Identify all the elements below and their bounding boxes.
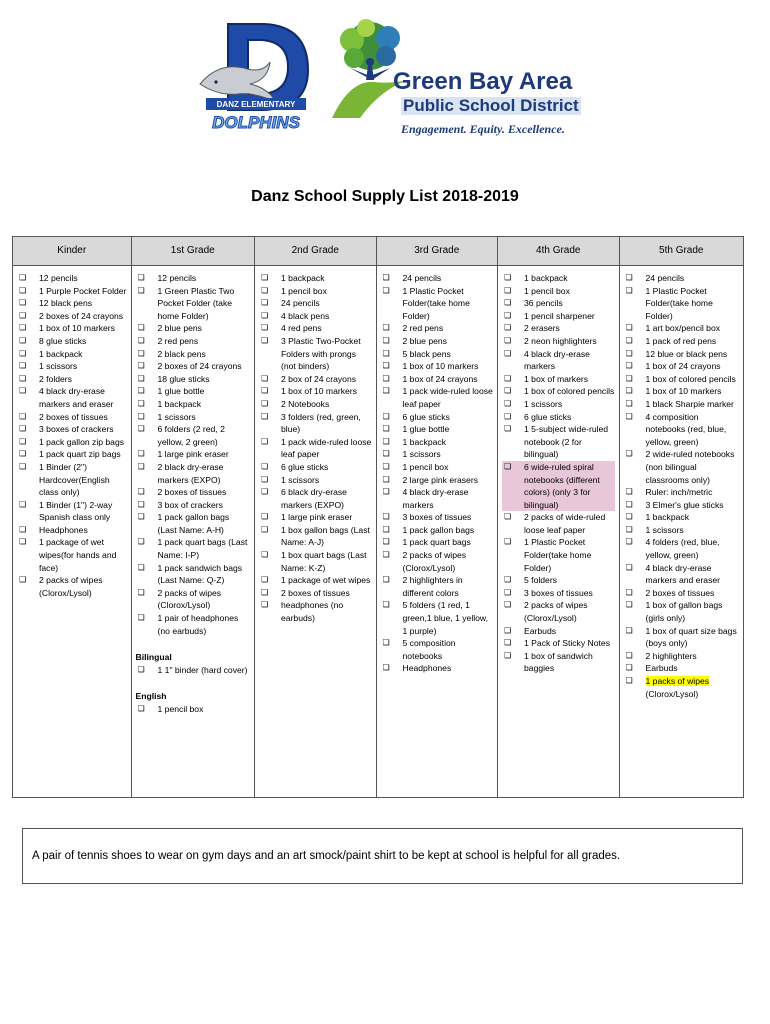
list-item: ❏ 4 folders (red, blue, yellow, green) (624, 536, 739, 561)
list-item: ❏ 4 black dry-erase markers (502, 348, 615, 373)
list-item: ❏ 1 Green Plastic Two Pocket Folder (take home Folder) (136, 285, 251, 323)
list-item: ❏ 1 box of sandwich baggies (502, 650, 615, 675)
list-item: ❏ 2 black pens (136, 348, 251, 361)
list-item: ❏ 2 blue pens (381, 335, 494, 348)
list-item: ❏ 1 box of 10 markers (259, 385, 372, 398)
list-item: ❏ 6 glue sticks (502, 411, 615, 424)
list-item: ❏ 3 folders (red, green, blue) (259, 411, 372, 436)
district-tagline: Engagement. Equity. Excellence. (401, 122, 565, 136)
list-item: ❏ 2 boxes of tissues (259, 587, 372, 600)
list-item: ❏ 1 box of 10 markers (17, 322, 127, 335)
list-item: ❏ 4 black dry-erase markers and eraser (17, 385, 127, 410)
list-item: ❏ 2 packs of wipes (Clorox/Lysol) (381, 549, 494, 574)
list-item: ❏ 2 red pens (381, 322, 494, 335)
list-item: ❏ 2 blue pens (136, 322, 251, 335)
column-kinder (13, 237, 132, 797)
list-item: ❏ 1 pack gallon bags (381, 524, 494, 537)
list-item: ❏ 1 backpack (17, 348, 127, 361)
list-item: ❏ 3 Elmer's glue sticks (624, 499, 739, 512)
list-item: ❏ 1 scissors (502, 398, 615, 411)
list-item: ❏ 2 red pens (136, 335, 251, 348)
3rd-grade-item-list (381, 272, 494, 675)
wipes-note: (Clorox/Lysol) (645, 688, 699, 699)
danz-name-text: DANZ ELEMENTARY (216, 100, 296, 109)
list-item: ❏ 1 pencil box (259, 285, 372, 298)
list-item: ❏ 2 boxes of 24 crayons (17, 310, 127, 323)
list-item: ❏ 1 pack wide-ruled loose leaf paper (259, 436, 372, 461)
list-item: ❏ 1 pack sandwich bags (Last Name: Q-Z) (136, 562, 251, 587)
list-item: ❏ 3 Plastic Two-Pocket Folders with prongs (not binders) (259, 335, 372, 373)
list-item: ❏ 1 pack quart bags (Last Name: I-P) (136, 536, 251, 561)
list-item: ❏ 5 folders (1 red, 1 green,1 blue, 1 yellow, 1 purple) (381, 599, 494, 637)
list-item: ❏ 12 blue or black pens (624, 348, 739, 361)
column-header-3rd-grade: 3rd Grade (377, 237, 498, 266)
column-header-5th-grade: 5th Grade (620, 237, 743, 266)
danz-elementary-logo (198, 22, 314, 140)
list-item: ❏ 1 pencil sharpener (502, 310, 615, 323)
list-item: ❏ 24 pencils (259, 297, 372, 310)
column-header-kinder: Kinder (13, 237, 131, 266)
list-item: ❏ 1 Plastic Pocket Folder(take home Folder) (502, 536, 615, 574)
list-item: ❏ 2 highlighters in different colors (381, 574, 494, 599)
district-logo (330, 18, 579, 140)
kinder-item-list (17, 272, 127, 599)
list-item: ❏ 1 box of markers (502, 373, 615, 386)
list-item: ❏ 8 glue sticks (17, 335, 127, 348)
list-item: ❏ 1 package of wet wipes(for hands and face) (17, 536, 127, 574)
list-item: ❏ 3 boxes of tissues (502, 587, 615, 600)
list-item: ❏ 2 boxes of tissues (136, 486, 251, 499)
list-item: ❏ 1 box of 24 crayons (381, 373, 494, 386)
list-item: ❏ 1 box quart bags (Last Name: K-Z) (259, 549, 372, 574)
list-item: ❏ 4 red pens (259, 322, 372, 335)
list-item: ❏ 1 Plastic Pocket Folder(take home Folder) (624, 285, 739, 323)
list-item: ❏ 1 pack gallon bags (Last Name: A-H) (136, 511, 251, 536)
list-item: ❏ 1 package of wet wipes (259, 574, 372, 587)
list-item: ❏ 3 box of crackers (136, 499, 251, 512)
list-item: ❏ 1 box of gallon bags (girls only) (624, 599, 739, 624)
list-item: ❏ 1 Binder (2") Hardcover(English class only) (17, 461, 127, 499)
list-item: ❏ 1 box of quart size bags (boys only) (624, 625, 739, 650)
column-header-4th-grade: 4th Grade (498, 237, 619, 266)
list-item: ❏ 1 backpack (136, 398, 251, 411)
english-item-list (136, 703, 251, 716)
supply-table (12, 236, 744, 798)
list-item: ❏ 2 folders (17, 373, 127, 386)
list-item: ❏ 4 composition notebooks (red, blue, yellow, green) (624, 411, 739, 449)
list-item: ❏ 6 glue sticks (259, 461, 372, 474)
list-item: ❏ 1 Purple Pocket Folder (17, 285, 127, 298)
list-item: ❏ 12 black pens (17, 297, 127, 310)
column-4th-grade (498, 237, 620, 797)
list-item: ❏ 5 folders (502, 574, 615, 587)
list-item: ❏ 2 packs of wipes (Clorox/Lysol) (136, 587, 251, 612)
list-item: ❏ 1 pack of red pens (624, 335, 739, 348)
list-item: ❏ 4 black dry-erase markers (381, 486, 494, 511)
list-item: ❏ 12 pencils (17, 272, 127, 285)
list-item: ❏ 1 large pink eraser (136, 448, 251, 461)
page-title: Danz School Supply List 2018-2019 (251, 188, 519, 205)
list-item: ❏ 2 boxes of tissues (17, 411, 127, 424)
list-item: ❏ 3 boxes of crackers (17, 423, 127, 436)
list-item: ❏ 2 neon highlighters (502, 335, 615, 348)
list-item: ❏ 1 pair of headphones (no earbuds) (136, 612, 251, 637)
list-item: ❏ 2 erasers (502, 322, 615, 335)
list-item: ❏ headphones (no earbuds) (259, 599, 372, 624)
column-1st-grade (132, 237, 256, 797)
list-item: ❏ 12 pencils (136, 272, 251, 285)
list-item: ❏ 1 pack quart bags (381, 536, 494, 549)
list-item: ❏ 3 boxes of tissues (381, 511, 494, 524)
list-item: ❏ 1 scissors (136, 411, 251, 424)
list-item: ❏ 1 Binder (1") 2-way Spanish class only (17, 499, 127, 524)
list-item: ❏ 1 large pink eraser (259, 511, 372, 524)
list-item: ❏ 2 highlighters (624, 650, 739, 663)
list-item-highlighted: ❏ 6 wide-ruled spiral notebooks (different colors) (only 3 for bilingual) (502, 461, 615, 511)
4th-grade-item-list (502, 272, 615, 675)
column-header-1st-grade: 1st Grade (132, 237, 255, 266)
5th-grade-item-list (624, 272, 739, 688)
list-item: ❏ 1 1" binder (hard cover) (136, 664, 251, 677)
list-item: ❏ 2 box of 24 crayons (259, 373, 372, 386)
list-item (624, 675, 739, 688)
list-item: ❏ 1 glue bottle (381, 423, 494, 436)
district-subtitle: Public School District (403, 96, 579, 115)
list-item: ❏ 24 pencils (624, 272, 739, 285)
list-item: ❏ 1 scissors (17, 360, 127, 373)
list-item: ❏ 1 pack gallon zip bags (17, 436, 127, 449)
list-item: ❏ 36 pencils (502, 297, 615, 310)
column-5th-grade (620, 237, 743, 797)
list-item: ❏ 2 large pink erasers (381, 474, 494, 487)
list-item: ❏ 1 backpack (381, 436, 494, 449)
district-name: Green Bay Area (393, 68, 573, 95)
list-item: ❏ 6 folders (2 red, 2 yellow, 2 green) (136, 423, 251, 448)
list-item: ❏ 1 pencil box (502, 285, 615, 298)
list-item: ❏ 1 box gallon bags (Last Name: A-J) (259, 524, 372, 549)
list-item: ❏ 1 backpack (259, 272, 372, 285)
list-item: ❏ 1 pencil box (381, 461, 494, 474)
column-2nd-grade (255, 237, 377, 797)
bilingual-item-list (136, 664, 251, 677)
list-item: ❏ 5 composition notebooks (381, 637, 494, 662)
list-item: ❏ 1 scissors (624, 524, 739, 537)
list-item: ❏ Headphones (381, 662, 494, 675)
list-item: ❏ 1 art box/pencil box (624, 322, 739, 335)
list-item: ❏ 1 Plastic Pocket Folder(take home Folder) (381, 285, 494, 323)
list-item: ❏ 2 wide-ruled notebooks (non bilingual classrooms only) (624, 448, 739, 486)
list-item: ❏ Earbuds (624, 662, 739, 675)
list-item: ❏ 1 Pack of Sticky Notes (502, 637, 615, 650)
list-item: ❏ 1 pack wide-ruled loose leaf paper (381, 385, 494, 410)
list-item: ❏ 2 packs of wipes (Clorox/Lysol) (17, 574, 127, 599)
1st-grade-item-list (136, 272, 251, 637)
2nd-grade-item-list (259, 272, 372, 625)
list-item: ❏ Headphones (17, 524, 127, 537)
footer-note: A pair of tennis shoes to wear on gym days and an art smock/paint shirt to be kept at school is helpful for all grades. (32, 850, 621, 862)
column-header-2nd-grade: 2nd Grade (255, 237, 376, 266)
list-item: ❏ 1 box of 10 markers (381, 360, 494, 373)
list-item: ❏ 2 packs of wipes (Clorox/Lysol) (502, 599, 615, 624)
danz-mascot-text: DOLPHINS (212, 113, 300, 132)
list-item: ❏ 2 boxes of 24 crayons (136, 360, 251, 373)
list-item: ❏ Earbuds (502, 625, 615, 638)
dolphin-logo-graphic (198, 22, 314, 140)
list-item: ❏ 1 backpack (502, 272, 615, 285)
list-item: ❏ 1 scissors (381, 448, 494, 461)
list-item: ❏ Ruler: inch/metric (624, 486, 739, 499)
english-heading: English (135, 691, 167, 702)
list-item: ❏ 1 box of 24 crayons (624, 360, 739, 373)
list-item: ❏ 1 glue bottle (136, 385, 251, 398)
list-item: ❏ 1 box of colored pencils (624, 373, 739, 386)
list-item: ❏ 1 5-subject wide-ruled notebook (2 for bilingual) (502, 423, 615, 461)
list-item: ❏ 6 glue sticks (381, 411, 494, 424)
list-item: ❏ 1 box of colored pencils (502, 385, 615, 398)
footer-note-box (22, 828, 743, 884)
list-item: ❏ 5 black pens (381, 348, 494, 361)
bilingual-heading: Bilingual (135, 652, 172, 663)
list-item: ❏ 18 glue sticks (136, 373, 251, 386)
list-item: ❏ 2 packs of wide-ruled loose leaf paper (502, 511, 615, 536)
list-item: ❏ 2 Notebooks (259, 398, 372, 411)
list-item: ❏ 1 scissors (259, 474, 372, 487)
highlighted-text: 1 packs of wipes (645, 676, 710, 686)
list-item: ❏ 1 pack quart zip bags (17, 448, 127, 461)
list-item: ❏ 6 black dry-erase markers (EXPO) (259, 486, 372, 511)
list-item: ❏ 24 pencils (381, 272, 494, 285)
list-item: ❏ 1 box of 10 markers (624, 385, 739, 398)
list-item: ❏ 2 black dry-erase markers (EXPO) (136, 461, 251, 486)
list-item: ❏ 4 black pens (259, 310, 372, 323)
list-item: ❏ 2 boxes of tissues (624, 587, 739, 600)
list-item: ❏ 1 backpack (624, 511, 739, 524)
list-item: ❏ 1 pencil box (136, 703, 251, 716)
column-3rd-grade (377, 237, 499, 797)
list-item: ❏ 1 black Sharpie marker (624, 398, 739, 411)
list-item: ❏ 4 black dry-erase markers and eraser (624, 562, 739, 587)
